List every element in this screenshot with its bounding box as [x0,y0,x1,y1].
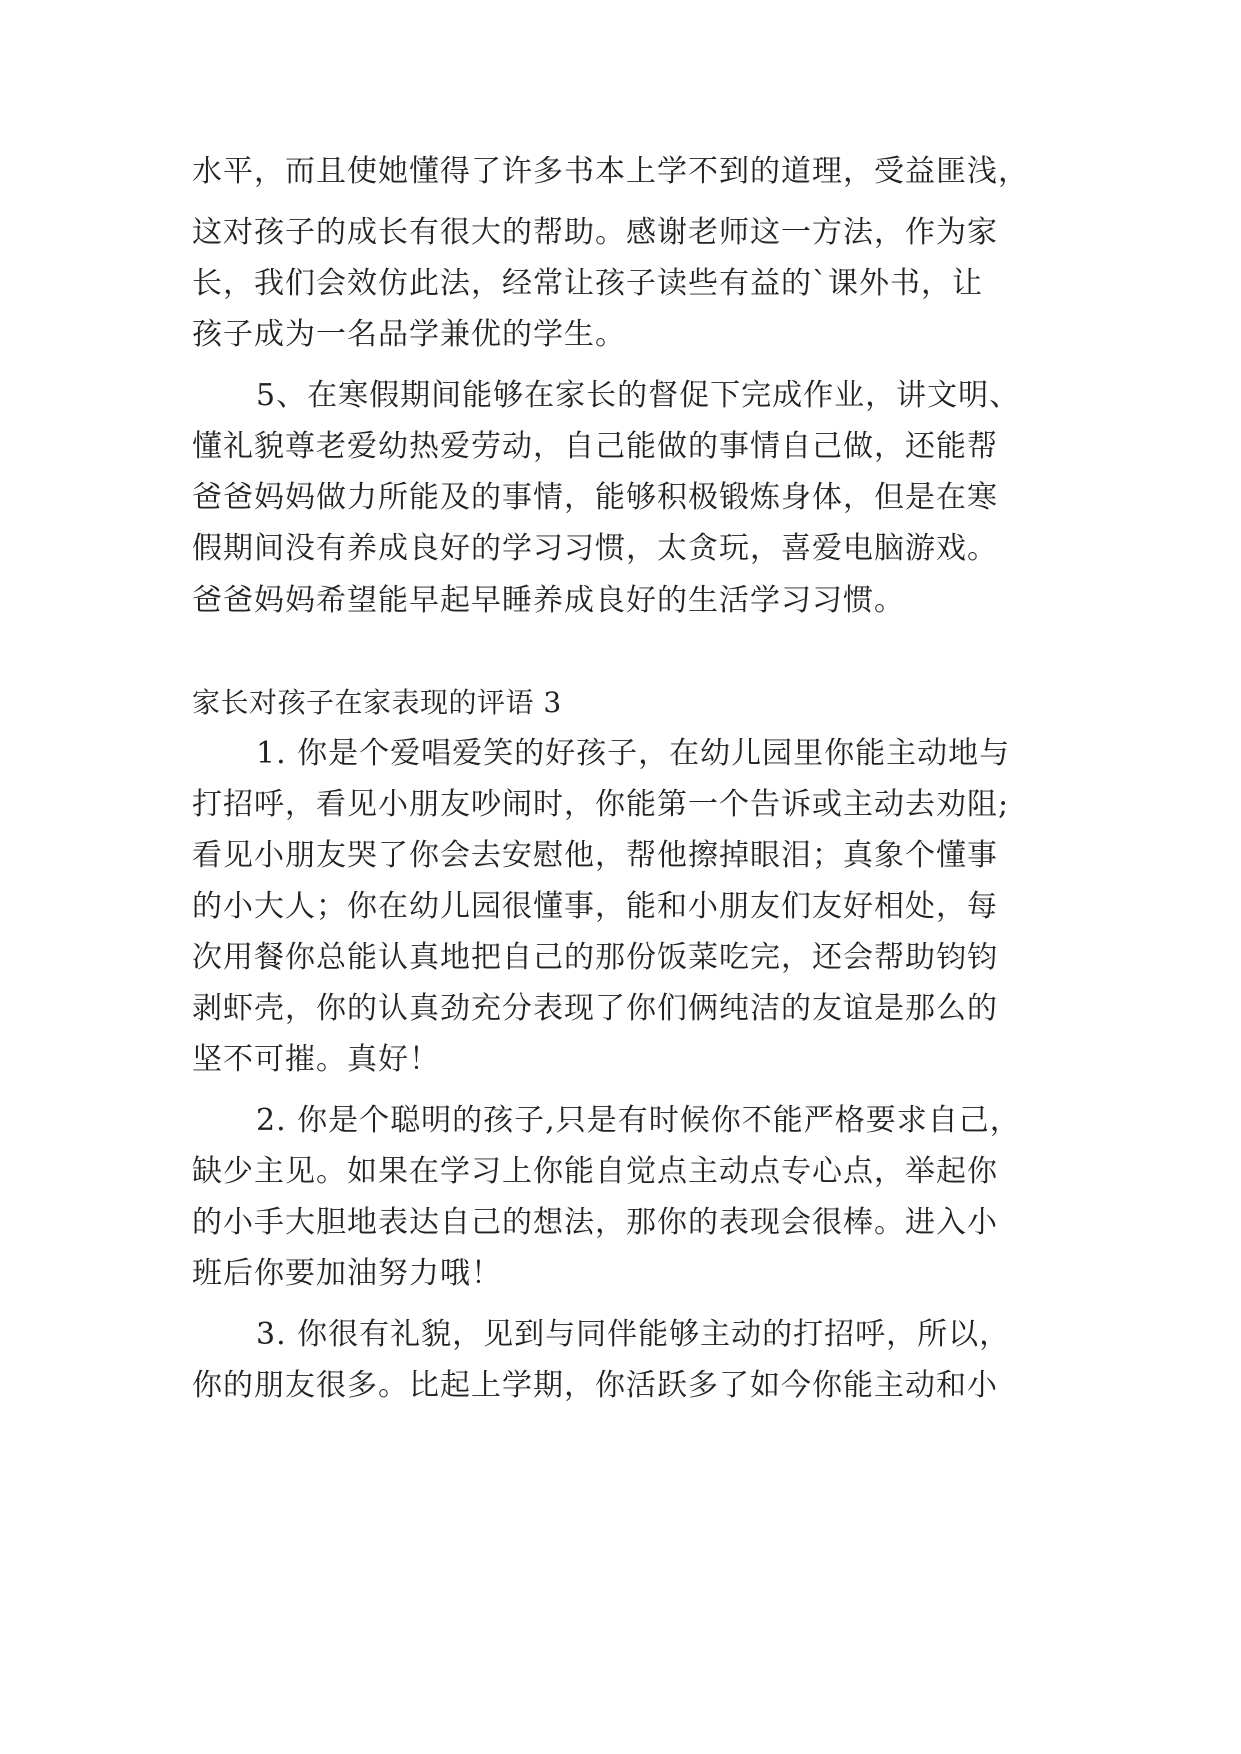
paragraph-line: 1. 你是个爱唱爱笑的好孩子，在幼儿园里你能主动地与 [256,736,1011,771]
paragraph-line: 爸爸妈妈做力所能及的事情，能够积极锻炼身体，但是在寒 [192,480,998,515]
paragraph-line: 长，我们会效仿此法，经常让孩子读些有益的`课外书，让 [192,266,983,301]
paragraph-line: 2. 你是个聪明的孩子,只是有时候你不能严格要求自己， [256,1103,1021,1138]
paragraph-line: 孩子成为一名品学兼优的学生。 [192,317,626,352]
paragraph-line: 水平，而且使她懂得了许多书本上学不到的道理，受益匪浅， [192,154,1029,189]
paragraph-line: 这对孩子的成长有很大的帮助。感谢老师这一方法，作为家 [192,215,998,250]
paragraph-line: 爸爸妈妈希望能早起早睡养成良好的生活学习习惯。 [192,583,905,618]
paragraph-line: 懂礼貌尊老爱幼热爱劳动，自己能做的事情自己做，还能帮 [192,429,998,464]
paragraph-line: 3. 你很有礼貌，见到与同伴能够主动的打招呼，所以， [256,1317,1011,1352]
paragraph-line: 5、在寒假期间能够在家长的督促下完成作业，讲文明、 [256,378,1021,413]
paragraph-line: 的小大人；你在幼儿园很懂事，能和小朋友们友好相处，每 [192,889,998,924]
paragraph-line: 的小手大胆地表达自己的想法，那你的表现会很棒。进入小 [192,1205,998,1240]
paragraph-line: 假期间没有养成良好的学习习惯，太贪玩，喜爱电脑游戏。 [192,531,998,566]
paragraph-line: 打招呼，看见小朋友吵闹时，你能第一个告诉或主动去劝阻; [192,787,1010,822]
paragraph-line: 缺少主见。如果在学习上你能自觉点主动点专心点，举起你 [192,1154,998,1189]
section-heading: 家长对孩子在家表现的评语 3 [192,686,562,719]
paragraph-line: 剥虾壳，你的认真劲充分表现了你们俩纯洁的友谊是那么的 [192,991,998,1026]
paragraph-line: 你的朋友很多。比起上学期，你活跃多了如今你能主动和小 [192,1368,998,1403]
paragraph-line: 班后你要加油努力哦！ [192,1256,502,1291]
paragraph-line: 看见小朋友哭了你会去安慰他，帮他擦掉眼泪；真象个懂事 [192,838,998,873]
paragraph-line: 次用餐你总能认真地把自己的那份饭菜吃完，还会帮助钧钧 [192,940,998,975]
paragraph-line: 坚不可摧。真好！ [192,1042,440,1077]
